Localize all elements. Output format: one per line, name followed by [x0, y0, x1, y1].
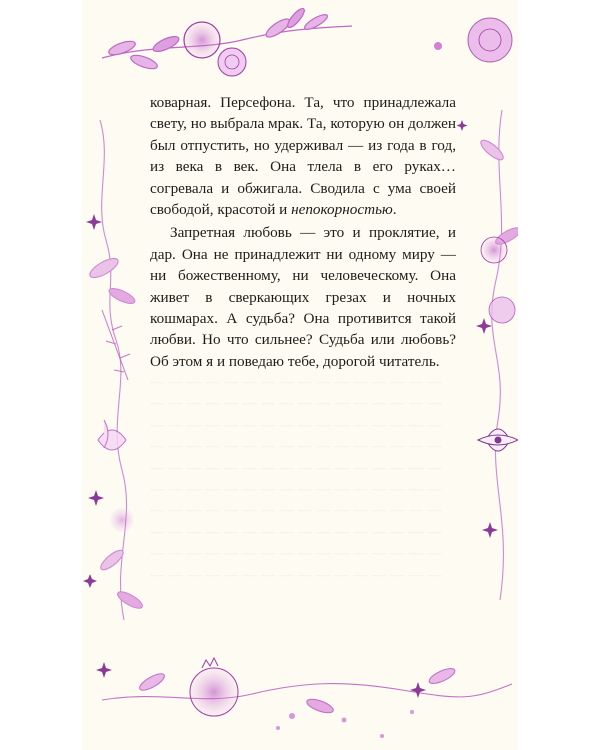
rose-top-right	[468, 18, 512, 62]
book-page	[82, 0, 518, 750]
show-through-text: — — — — — — — — — — — — — — — — — — — — — — — — — — — — — — — — — — — — — — — — — — — — — — — — — — — — — — — — — — — — — — — — — — — — — — — — — — — — — — — — — — — — — — — — — — — — — — — — — — — — — — — — — — — — — — — — — — — — — — — — — — — — — — — — — — — — — — — — — — — — — — — — — — — — — — — — — — — — — — — —	[150, 375, 442, 583]
paragraph-1-emphasis: непокорностью	[291, 201, 393, 219]
right-flower	[478, 429, 518, 451]
paragraph-2: Запретная любовь — это и проклятие, и дар. Она не принадлежит ни одному миру — ни божественному, ни человеческому. Она живет в сверкающих грезах и ночных кошмарах. А судьба? Она противится такой любви. Но что сильнее? Судьба или любовь? Об этом я и поведаю тебе, дорогой читатель.	[150, 224, 456, 370]
sparkle-icons-right	[457, 120, 499, 538]
pomegranate-left	[110, 508, 134, 532]
ink-splatter	[276, 710, 414, 738]
pomegranate-top	[184, 22, 220, 58]
left-thorn-branch	[102, 310, 130, 380]
paragraph-1-text: коварная. Персефона. Та, что принадлежала свету, но выбрала мрак. Та, которую он должен был отпустить, но удерживал — из года в год, из века в век. Она тлела в его руках… согревала и обжигала. Сводила с ума своей свободой, красотой и	[150, 94, 456, 219]
right-vine-ornament	[478, 110, 518, 600]
pomegranate-right	[481, 237, 507, 263]
paragraph-1	[150, 92, 456, 220]
left-flower	[98, 420, 126, 450]
pomegranate-bottom	[190, 668, 238, 716]
paragraph-1-end: .	[392, 201, 397, 219]
rose-right	[489, 297, 515, 323]
rose-top	[218, 48, 246, 76]
body-text	[150, 92, 456, 372]
bottom-branch-ornament	[102, 666, 512, 716]
